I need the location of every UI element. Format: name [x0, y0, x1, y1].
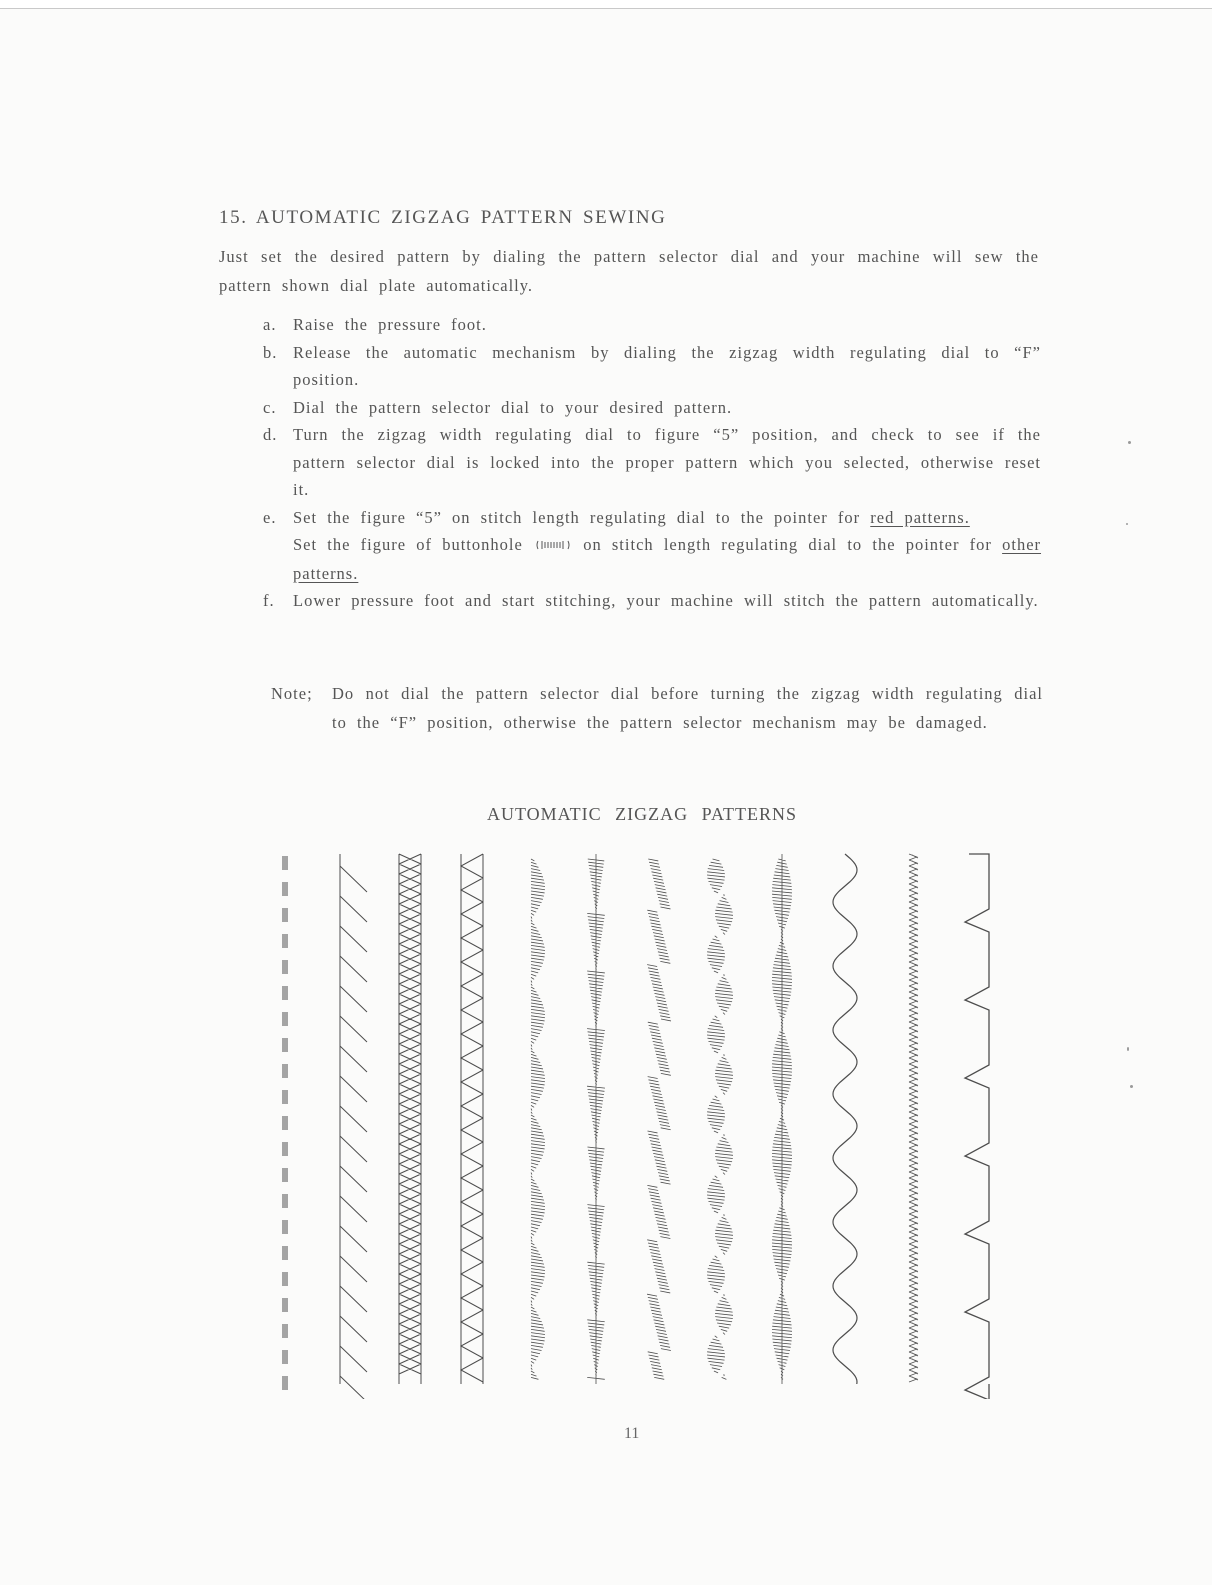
instruction-steps	[263, 311, 1041, 615]
cross-stitch-icon	[399, 854, 421, 1384]
buttonhole-icon	[535, 532, 571, 560]
step-text: Lower pressure foot and start stitching, your machine will stitch the pattern automatically.	[293, 591, 1039, 611]
page-number: 11	[624, 1425, 640, 1442]
step-c	[263, 394, 1041, 422]
multi-zigzag-stitch-icon	[909, 854, 918, 1382]
note-text: Do not dial the pattern selector dial before turning the zigzag width regulating dial to the “F” position, otherwise the pattern selector mechanism may be damaged.	[332, 684, 1043, 732]
section-heading: 15. AUTOMATIC ZIGZAG PATTERN SEWING	[219, 207, 667, 228]
scan-speck	[1126, 523, 1128, 525]
scallop-satin-stitch-icon	[531, 859, 545, 1379]
step-text: Release the automatic mechanism by dialing the zigzag width regulating dial to “F” position.	[293, 342, 1041, 389]
step-marker: c.	[263, 397, 277, 417]
step-f	[263, 587, 1041, 615]
triangle-stitch-icon	[461, 854, 483, 1384]
arrow-satin-stitch-icon	[587, 854, 605, 1384]
step-text: Set the figure “5” on stitch length regulating dial to the pointer for	[293, 507, 861, 527]
scan-speck	[1128, 441, 1131, 444]
scan-speck	[1127, 1047, 1129, 1051]
step-e	[263, 504, 1041, 588]
caution-note	[271, 679, 1043, 737]
step-text: Set the figure of buttonhole	[293, 535, 523, 554]
step-b	[263, 339, 1041, 394]
step-text: Raise the pressure foot.	[293, 315, 487, 334]
other-patterns-label: other patterns.	[293, 535, 1042, 583]
serpentine-stitch-icon	[833, 854, 857, 1384]
step-marker: e.	[263, 507, 277, 527]
scan-margin	[1212, 0, 1224, 1584]
step-marker: f.	[263, 591, 275, 611]
step-e-subtext	[293, 531, 1041, 587]
section-intro: Just set the desired pattern by dialing the pattern selector dial and your machine will sew the pattern shown dial plate automatically.	[219, 247, 1039, 295]
step-d	[263, 421, 1041, 504]
figure-title: AUTOMATIC ZIGZAG PATTERNS	[487, 804, 798, 824]
blind-hem-stitch-icon	[965, 854, 989, 1399]
step-marker: b.	[263, 342, 278, 362]
step-marker: a.	[263, 315, 277, 334]
step-a	[263, 311, 1041, 339]
slanted-satin-stitch-icon	[647, 859, 671, 1379]
bar-tack-stitch-icon	[283, 856, 287, 1390]
step-marker: d.	[263, 425, 278, 444]
step-text: on stitch length regulating dial to the pointer for	[583, 535, 992, 554]
step-text: Dial the pattern selector dial to your desired pattern.	[293, 397, 733, 417]
manual-page	[0, 8, 1212, 1585]
slant-stitch-icon	[340, 854, 367, 1399]
zigzag-patterns-figure	[270, 839, 1010, 1399]
red-patterns-label: red patterns.	[870, 507, 970, 527]
diamond-satin-stitch-icon	[707, 859, 733, 1379]
step-text: Turn the zigzag width regulating dial to figure “5” position, and check to see if the pattern selector dial is locked into the proper pattern which you selected, otherwise reset it.	[293, 425, 1041, 499]
note-label: Note;	[271, 684, 313, 703]
domino-satin-stitch-icon	[772, 854, 792, 1384]
scan-speck	[1130, 1085, 1133, 1088]
